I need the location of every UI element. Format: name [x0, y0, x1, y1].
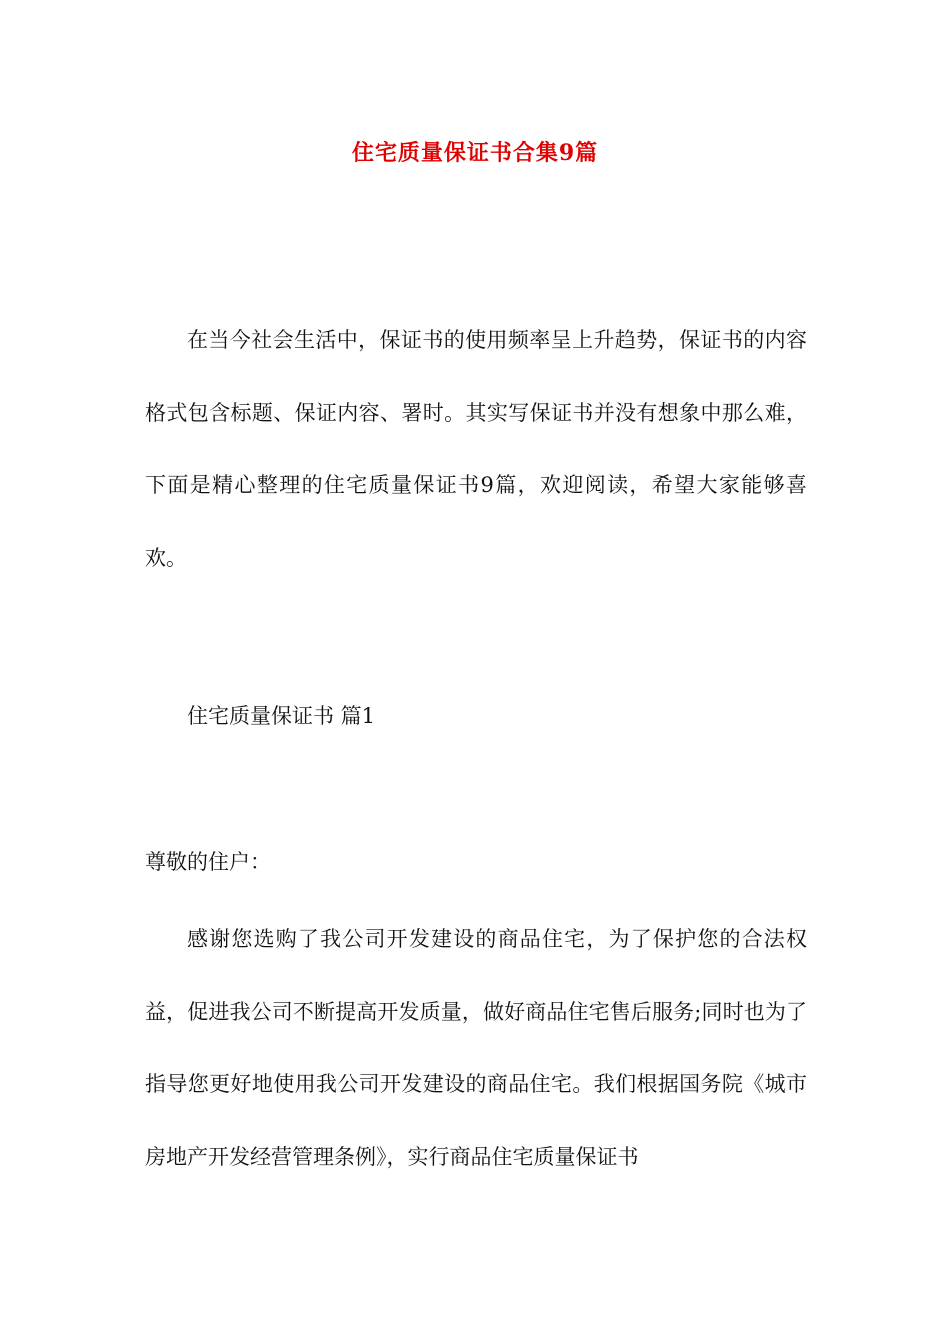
section-heading: 住宅质量保证书 篇1 — [187, 704, 376, 728]
salutation: 尊敬的住户： — [145, 850, 271, 874]
letter-body-paragraph: 感谢您选购了我公司开发建设的商品住宅，为了保护您的合法权益，促进我公司不断提高开发质量，做好商品住宅售后服务;同时也为了指导您更好地使用我公司开发建设的商品住宅。我们根据国务院《城市房地产开发经营管理条例》，实行商品住宅质量保证书 — [145, 927, 807, 1169]
intro-paragraph: 在当今社会生活中，保证书的使用频率呈上升趋势，保证书的内容格式包含标题、保证内容、署时。其实写保证书并没有想象中那么难，下面是精心整理的住宅质量保证书9篇，欢迎阅读，希望大家能够喜欢。 — [145, 328, 807, 570]
document-title: 住宅质量保证书合集9篇 — [351, 140, 599, 166]
